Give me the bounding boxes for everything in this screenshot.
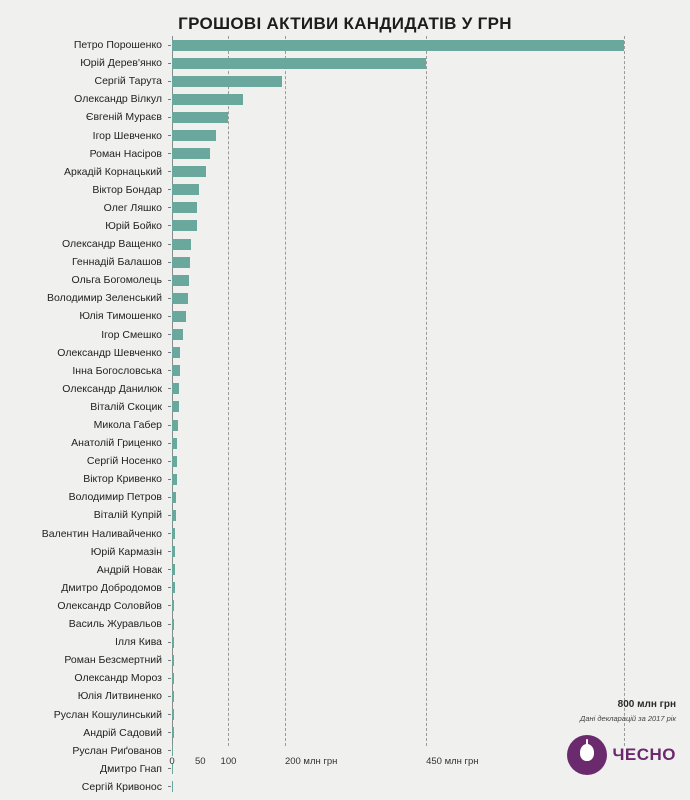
bar — [172, 492, 176, 503]
bar-row — [0, 543, 690, 561]
bar-row — [0, 344, 690, 362]
y-tick — [168, 443, 171, 444]
category-label: Геннадій Балашов — [71, 256, 162, 269]
category-label: Руслан Кошулинський — [53, 708, 162, 721]
bar — [172, 130, 216, 141]
bar-row — [0, 651, 690, 669]
y-tick — [168, 425, 171, 426]
bar-row — [0, 669, 690, 687]
bar — [172, 673, 174, 684]
x-tick-label: 450 млн грн — [426, 756, 479, 767]
bar — [172, 311, 186, 322]
y-tick — [168, 45, 171, 46]
y-tick — [168, 99, 171, 100]
bar-row — [0, 54, 690, 72]
bar-row — [0, 380, 690, 398]
bar — [172, 166, 206, 177]
y-tick — [168, 280, 171, 281]
category-label: Юрій Дерев'янко — [80, 57, 162, 70]
category-label: Володимир Петров — [68, 491, 162, 504]
bar-row — [0, 416, 690, 434]
bar — [172, 94, 243, 105]
category-label: Дмитро Гнап — [99, 762, 162, 775]
chesno-logo — [567, 735, 676, 775]
category-label: Ольга Богомолець — [71, 274, 162, 287]
bar — [172, 510, 176, 521]
y-tick — [168, 479, 171, 480]
bar-row — [0, 90, 690, 108]
category-label: Петро Порошенко — [73, 39, 162, 52]
bar — [172, 275, 189, 286]
category-label: Володимир Зеленський — [47, 292, 162, 305]
category-label: Ігор Смешко — [101, 328, 162, 341]
y-tick — [168, 316, 171, 317]
bar — [172, 637, 174, 648]
y-tick — [168, 660, 171, 661]
category-label: Юлія Литвиненко — [77, 690, 162, 703]
y-tick — [168, 334, 171, 335]
x-tick-label: 50 — [194, 756, 206, 767]
y-tick — [168, 135, 171, 136]
y-tick — [168, 370, 171, 371]
category-label: Валентин Наливайченко — [41, 527, 162, 540]
category-label: Олександр Данилюк — [62, 382, 162, 395]
y-tick — [168, 244, 171, 245]
category-label: Сергій Кривонос — [81, 780, 162, 793]
bar — [172, 619, 174, 630]
category-label: Олександр Шевченко — [57, 346, 162, 359]
bar-row — [0, 362, 690, 380]
y-tick — [168, 461, 171, 462]
bar — [172, 655, 174, 666]
category-label: Сергій Тарута — [94, 75, 162, 88]
bar — [172, 76, 282, 87]
bar — [172, 112, 228, 123]
logo-label: ЧЕСНО — [612, 745, 676, 764]
bar — [172, 528, 175, 539]
y-tick — [168, 515, 171, 516]
bar-row — [0, 36, 690, 54]
bar-row — [0, 561, 690, 579]
bar — [172, 239, 191, 250]
bar-row — [0, 506, 690, 524]
garlic-icon — [567, 735, 607, 775]
y-tick — [168, 352, 171, 353]
bar-row — [0, 108, 690, 126]
y-tick — [168, 624, 171, 625]
category-label: Олександр Соловйов — [57, 599, 162, 612]
y-tick — [168, 551, 171, 552]
y-tick — [168, 63, 171, 64]
y-tick — [168, 678, 171, 679]
chart-annotation — [580, 698, 676, 725]
category-label: Ігор Шевченко — [92, 129, 162, 142]
bar-row — [0, 235, 690, 253]
category-label: Микола Габер — [93, 419, 162, 432]
y-tick — [168, 262, 171, 263]
category-label: Ілля Кива — [114, 636, 162, 649]
bar — [172, 383, 179, 394]
bar-row — [0, 271, 690, 289]
bar — [172, 709, 174, 720]
category-label: Олександр Вілкул — [74, 93, 162, 106]
bar-row — [0, 181, 690, 199]
x-tick-label: 100 — [220, 756, 237, 767]
bar — [172, 600, 174, 611]
category-label: Олександр Мороз — [74, 672, 162, 685]
category-label: Андрій Садовий — [83, 726, 162, 739]
bar-row — [0, 525, 690, 543]
y-tick — [168, 153, 171, 154]
y-tick — [168, 406, 171, 407]
category-label: Дмитро Добродомов — [61, 581, 162, 594]
bar — [172, 474, 177, 485]
y-tick — [168, 117, 171, 118]
bar — [172, 456, 177, 467]
bar-row — [0, 72, 690, 90]
category-label: Олександр Ващенко — [61, 238, 162, 251]
bar — [172, 438, 177, 449]
bar-row — [0, 289, 690, 307]
y-tick — [168, 533, 171, 534]
bar — [172, 40, 624, 51]
bar-row — [0, 145, 690, 163]
y-tick — [168, 714, 171, 715]
bar — [172, 582, 175, 593]
category-label: Роман Насіров — [89, 147, 162, 160]
y-tick — [168, 587, 171, 588]
bar-row — [0, 597, 690, 615]
category-label: Віталій Купрій — [93, 509, 162, 522]
y-tick — [168, 750, 171, 751]
category-label: Олег Ляшко — [103, 201, 162, 214]
bar-row — [0, 434, 690, 452]
bar-row — [0, 326, 690, 344]
bar — [172, 691, 174, 702]
bar-row — [0, 579, 690, 597]
category-label: Андрій Новак — [96, 563, 162, 576]
bar — [172, 329, 183, 340]
category-label: Юлія Тимошенко — [79, 310, 162, 323]
bar-row — [0, 307, 690, 325]
y-tick — [168, 388, 171, 389]
category-label: Юрій Кармазін — [90, 545, 162, 558]
bar — [172, 401, 179, 412]
category-label: Інна Богословська — [72, 364, 162, 377]
bar-row — [0, 398, 690, 416]
bar — [172, 420, 178, 431]
y-tick — [168, 298, 171, 299]
source-note: Дані декларацій за 2017 рік — [580, 714, 676, 723]
bar-row — [0, 488, 690, 506]
category-label: Аркадій Корнацький — [64, 165, 162, 178]
bar — [172, 727, 174, 738]
x-tick-label: 0 — [169, 756, 175, 767]
y-tick — [168, 696, 171, 697]
bar-row — [0, 470, 690, 488]
category-label: Сергій Носенко — [86, 455, 162, 468]
category-label: Віктор Кривенко — [83, 473, 162, 486]
bar — [172, 148, 210, 159]
y-tick — [168, 189, 171, 190]
category-label: Роман Безсмертний — [64, 654, 162, 667]
y-tick — [168, 81, 171, 82]
axis-max-label: 800 млн грн — [617, 699, 676, 710]
category-label: Віктор Бондар — [92, 183, 162, 196]
y-tick — [168, 171, 171, 172]
bar-row — [0, 217, 690, 235]
bar — [172, 347, 180, 358]
bar-row — [0, 199, 690, 217]
bar — [172, 58, 426, 69]
bar — [172, 365, 180, 376]
y-tick — [168, 569, 171, 570]
bar — [172, 546, 175, 557]
bar-row — [0, 163, 690, 181]
bar — [172, 257, 190, 268]
category-label: Руслан Риґованов — [72, 744, 162, 757]
y-tick — [168, 605, 171, 606]
category-label: Євгеній Мураєв — [85, 111, 162, 124]
category-label: Анатолій Гриценко — [71, 437, 162, 450]
y-tick — [168, 225, 171, 226]
page-title: ГРОШОВІ АКТИВИ КАНДИДАТІВ У ГРН — [178, 14, 512, 33]
bar-row — [0, 253, 690, 271]
category-label: Юрій Бойко — [105, 219, 162, 232]
bar-row — [0, 633, 690, 651]
y-tick — [168, 207, 171, 208]
bar-rows — [0, 36, 690, 796]
bar — [172, 220, 197, 231]
bar — [172, 293, 188, 304]
x-tick-label: 200 млн грн — [284, 756, 338, 767]
y-tick — [168, 642, 171, 643]
category-label: Василь Журавльов — [68, 618, 162, 631]
bar — [172, 184, 199, 195]
bar-row — [0, 615, 690, 633]
y-tick — [168, 497, 171, 498]
bar — [172, 564, 175, 575]
bar — [172, 202, 197, 213]
bar — [172, 745, 173, 756]
bar-row — [0, 126, 690, 144]
y-tick — [168, 732, 171, 733]
category-label: Віталій Скоцик — [90, 400, 162, 413]
bar-row — [0, 452, 690, 470]
y-tick — [168, 786, 171, 787]
